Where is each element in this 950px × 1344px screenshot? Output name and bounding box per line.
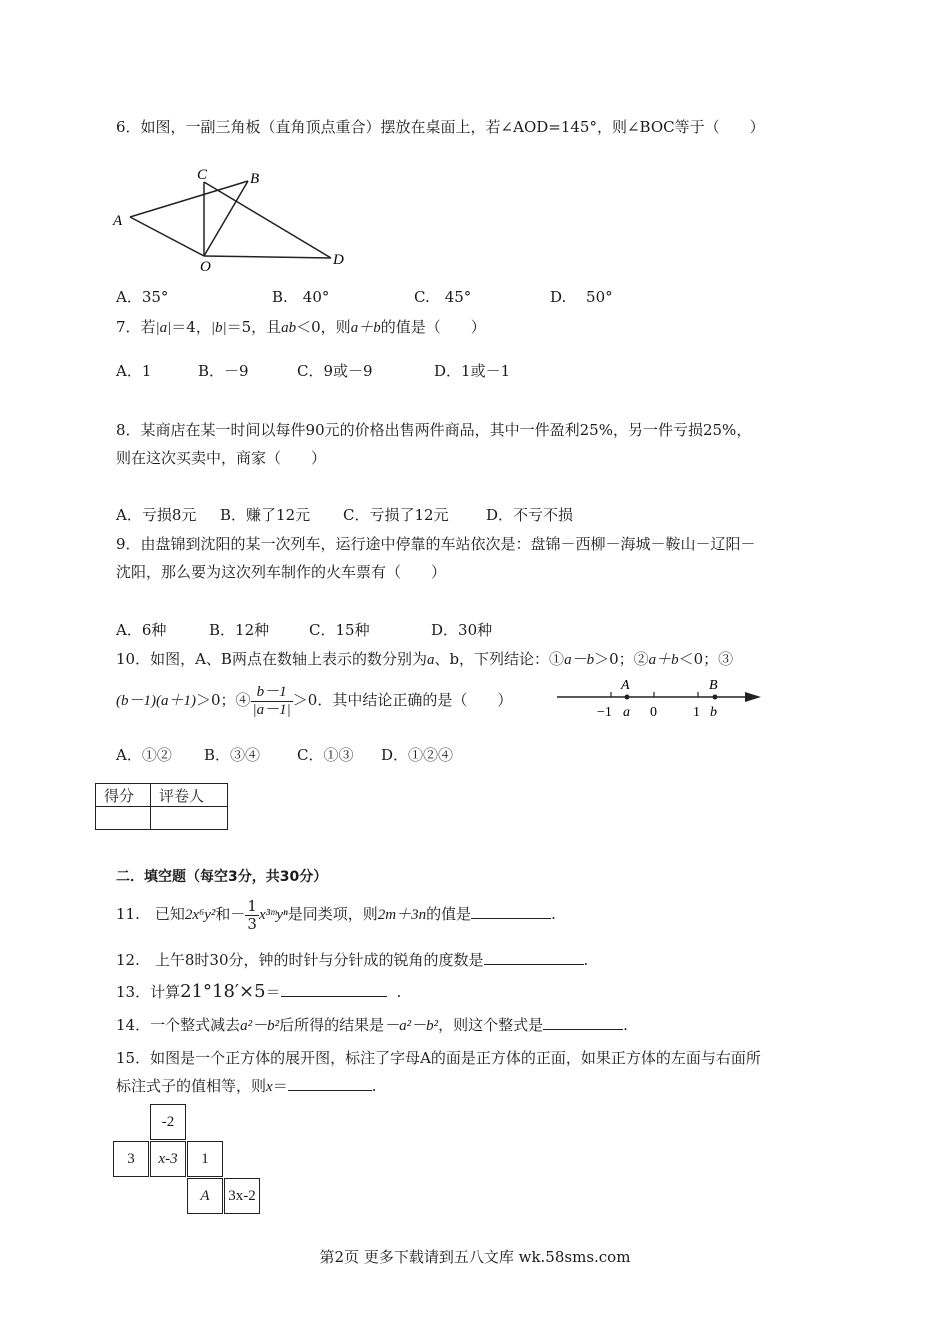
q13-stem: 13．计算21°18′×5＝ . — [116, 981, 402, 1002]
net-cell-middle: x-3 — [150, 1141, 186, 1177]
q10-option-d: D．①②④ — [381, 746, 454, 764]
q8-line1: 8．某商店在某一时间以每件90元的价格出售两件商品，其中一件盈利25%，另一件亏损25%， — [116, 421, 752, 439]
q9-option-b: B．12种 — [209, 621, 270, 639]
q7-option-d: D．1或－1 — [434, 362, 511, 380]
q15-answer-blank[interactable] — [288, 1076, 372, 1091]
q10-tick-0: 0 — [650, 705, 657, 720]
net-cell-a: A — [187, 1178, 223, 1214]
q10-tick-1: 1 — [693, 705, 700, 720]
q10-option-a: A．①② — [116, 746, 172, 764]
q7-option-a: A．1 — [116, 362, 152, 380]
q6-option-d: D. 50° — [550, 288, 613, 306]
q6-triangle-figure — [108, 165, 348, 275]
q10-line2: (b－1)(a＋1)＞0；④ $\frac{b-1}{|a-1|}$ ＞0．其中结论正确的是（ ） — [116, 684, 513, 718]
q6-option-a: A．35° — [116, 288, 169, 306]
q11-fraction: $\frac{1}{3}$ — [247, 897, 257, 933]
q15-line1: 15．如图是一个正方体的展开图，标注了字母A的面是正方体的正面，如果正方体的左面与右面所 — [116, 1049, 761, 1067]
q10-axis-label-a-point: A — [621, 678, 630, 693]
q8-option-d: D．不亏不损 — [486, 506, 574, 524]
q10-line1: 10．如图，A、B两点在数轴上表示的数分别为a、b，下列结论：①a－b＞0；②a＋b＜0；③ — [116, 650, 734, 668]
grader-header: 评卷人 — [151, 784, 228, 807]
q8-option-c: C．亏损了12元 — [343, 506, 449, 524]
page-footer: 第2页 更多下载请到五八文库 wk.58sms.com — [319, 1248, 631, 1266]
net-cell-left: 3 — [113, 1141, 149, 1177]
q6-label-o: O — [200, 259, 211, 275]
score-header: 得分 — [96, 784, 151, 807]
q8-option-b: B．赚了12元 — [220, 506, 311, 524]
section-2-title: 二．填空题（每空3分，共30分） — [116, 869, 328, 885]
q6-stem: 6．如图，一副三角板（直角顶点重合）摆放在桌面上，若∠AOD=145°，则∠BOC等于（ ） — [116, 118, 765, 136]
q15-line2: 标注式子的值相等，则x＝ . — [116, 1077, 377, 1095]
score-cell[interactable] — [96, 807, 151, 830]
q10-tick-neg1: −1 — [597, 705, 612, 720]
q10-axis-label-b-point: B — [709, 678, 718, 693]
score-table — [95, 783, 228, 830]
q9-option-a: A．6种 — [116, 621, 167, 639]
q6-label-d: D — [333, 252, 344, 268]
q13-answer-blank[interactable] — [281, 982, 387, 997]
q10-number-line — [555, 675, 765, 721]
q7-stem: 7．若|a|＝4，|b|＝5，且ab＜0，则a＋b的值是（ ） — [116, 318, 486, 336]
q14-answer-blank[interactable] — [543, 1015, 623, 1030]
q7-option-b: B．－9 — [198, 362, 249, 380]
q9-option-c: C．15种 — [309, 621, 370, 639]
q10-option-b: B．③④ — [204, 746, 261, 764]
q10-fraction: $\frac{b-1}{|a-1|}$ — [252, 684, 291, 718]
q6-label-c: C — [197, 167, 208, 183]
net-cell-top: -2 — [150, 1104, 186, 1140]
q6-label-a: A — [113, 213, 123, 229]
grader-cell[interactable] — [151, 807, 228, 830]
q6-label-b: B — [250, 171, 260, 187]
q10-tick-a: a — [623, 705, 630, 720]
q11-answer-blank[interactable] — [471, 904, 551, 919]
net-cell-right: 1 — [187, 1141, 223, 1177]
q8-line2: 则在这次买卖中，商家（ ） — [116, 449, 327, 467]
q14-stem: 14．一个整式减去a²－b²后所得的结果是－a²－b²，则这个整式是 . — [116, 1016, 628, 1034]
q9-line2: 沈阳，那么要为这次列车制作的火车票有（ ） — [116, 563, 447, 581]
q10-tick-b: b — [710, 705, 717, 720]
net-cell-bottom-right: 3x-2 — [224, 1178, 260, 1214]
q12-stem: 12. 上午8时30分，钟的时针与分针成的锐角的度数是 . — [116, 951, 589, 969]
q7-option-c: C．9或－9 — [297, 362, 373, 380]
q9-line1: 9．由盘锦到沈阳的某一次列车，运行途中停靠的车站依次是：盘锦－西柳－海城－鞍山－辽阳－ — [116, 535, 756, 553]
q8-option-a: A．亏损8元 — [116, 506, 197, 524]
q12-answer-blank[interactable] — [484, 950, 584, 965]
q10-option-c: C．①③ — [297, 746, 354, 764]
q6-option-b: B. 40° — [272, 288, 330, 306]
q11-stem: 11. 已知2x⁶y²和－ $\frac{1}{3}$ x³ᵐyⁿ是同类项，则2m＋3n的值是 . — [116, 897, 556, 933]
q6-option-c: C. 45° — [414, 288, 472, 306]
q9-option-d: D．30种 — [431, 621, 493, 639]
